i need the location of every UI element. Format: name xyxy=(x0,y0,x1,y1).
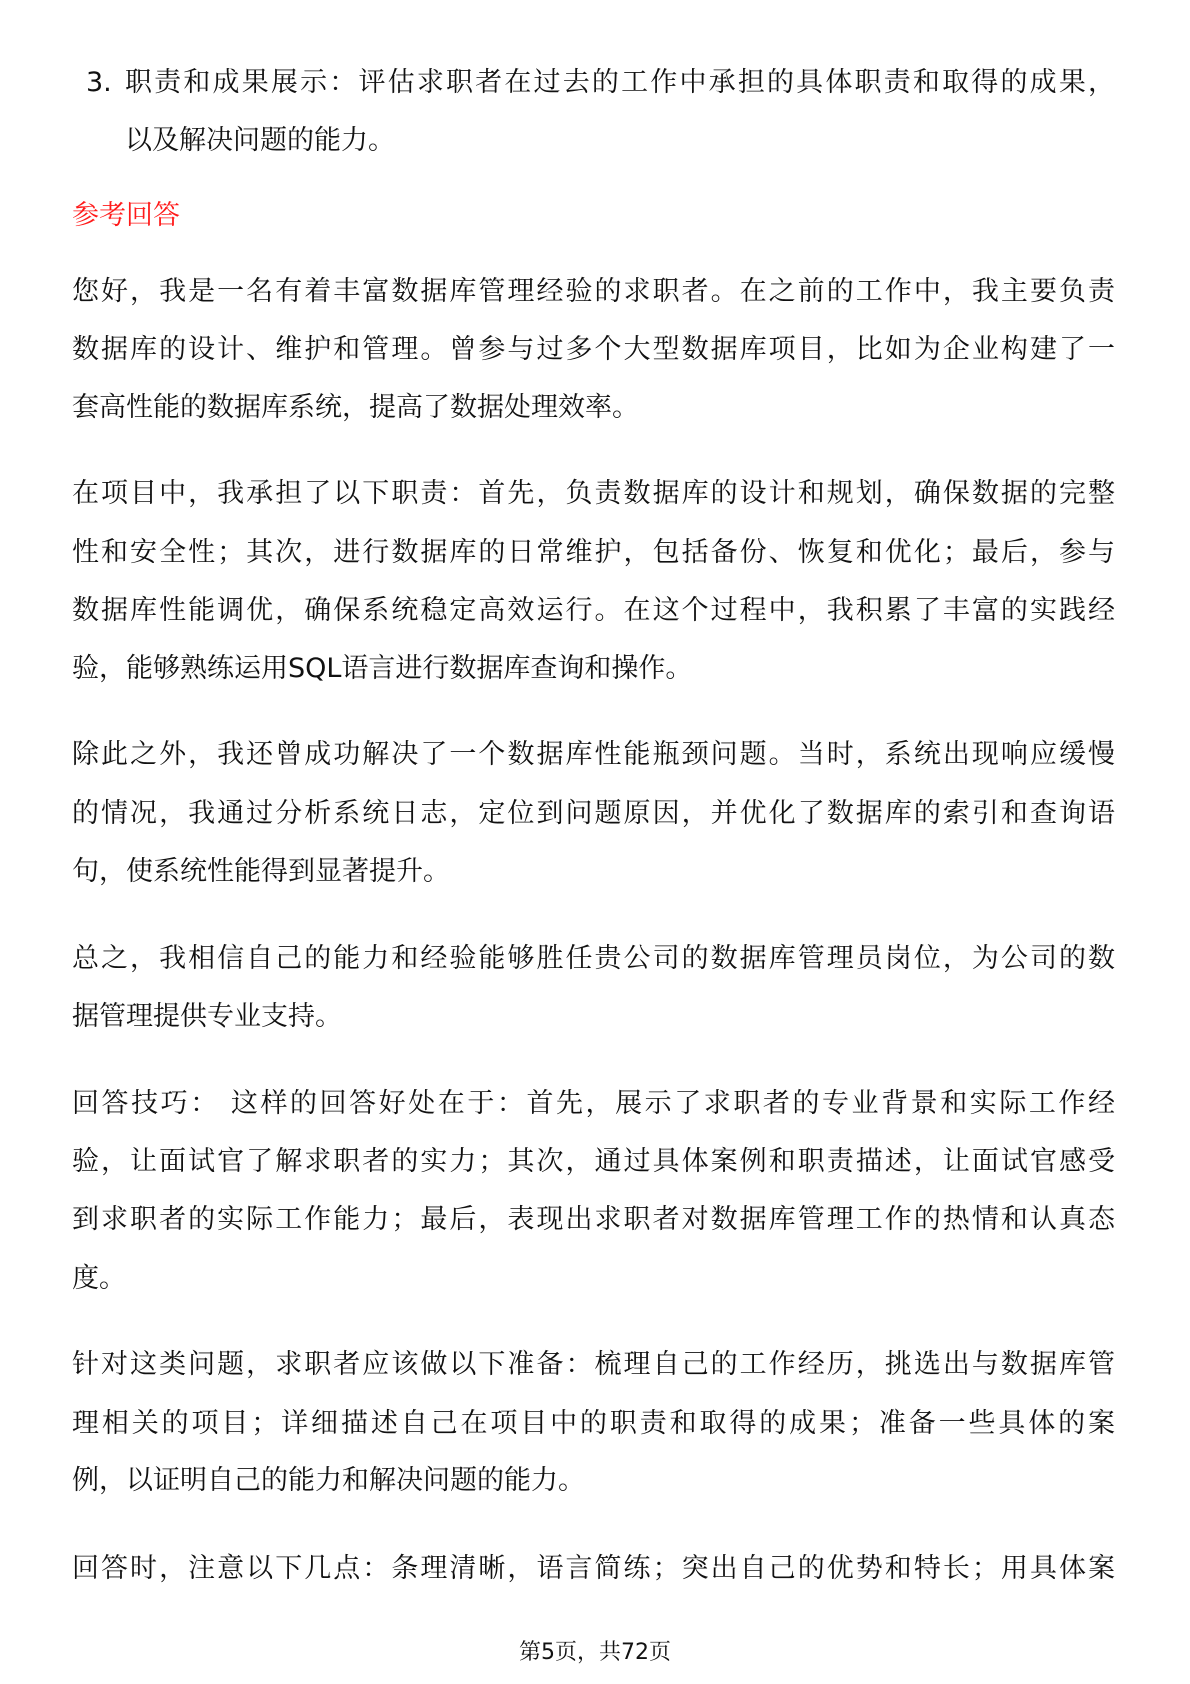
paragraph-line: 在项目中，我承担了以下职责：首先，负责数据库的设计和规划，确保数据的完整 xyxy=(72,478,1115,509)
paragraph-line: 总之，我相信自己的能力和经验能够胜任贵公司的数据库管理员岗位，为公司的数 xyxy=(72,943,1115,974)
paragraph-line: 针对这类问题，求职者应该做以下准备：梳理自己的工作经历，挑选出与数据库管 xyxy=(72,1349,1115,1380)
paragraph-line: 例，以证明自己的能力和解决问题的能力。 xyxy=(72,1465,585,1496)
list-number: 3. xyxy=(86,67,112,98)
page-footer: 第5页，共72页 xyxy=(519,1640,671,1665)
paragraph-line: 您好，我是一名有着丰富数据库管理经验的求职者。在之前的工作中，我主要负责 xyxy=(72,276,1115,307)
paragraph-line: 句，使系统性能得到显著提升。 xyxy=(72,856,450,887)
paragraph-line: 到求职者的实际工作能力；最后，表现出求职者对数据库管理工作的热情和认真态 xyxy=(72,1204,1115,1235)
paragraph-line: 验，让面试官了解求职者的实力；其次，通过具体案例和职责描述，让面试官感受 xyxy=(72,1146,1115,1177)
paragraph-line: 度。 xyxy=(72,1263,126,1294)
paragraph-line: 的情况，我通过分析系统日志，定位到问题原因，并优化了数据库的索引和查询语 xyxy=(72,798,1115,829)
paragraph-line: 回答技巧： 这样的回答好处在于：首先，展示了求职者的专业背景和实际工作经 xyxy=(72,1088,1115,1119)
paragraph-line: 数据库的设计、维护和管理。曾参与过多个大型数据库项目，比如为企业构建了一 xyxy=(72,334,1115,365)
section-heading: 参考回答 xyxy=(72,200,180,231)
paragraph-line: 套高性能的数据库系统，提高了数据处理效率。 xyxy=(72,392,639,423)
paragraph-line: 据管理提供专业支持。 xyxy=(72,1001,342,1032)
list-item-line: 职责和成果展示：评估求职者在过去的工作中承担的具体职责和取得的成果， xyxy=(125,67,1115,98)
paragraph-line: 数据库性能调优，确保系统稳定高效运行。在这个过程中，我积累了丰富的实践经 xyxy=(72,595,1115,626)
paragraph-line: 验，能够熟练运用SQL语言进行数据库查询和操作。 xyxy=(72,653,693,684)
paragraph-line: 性和安全性；其次，进行数据库的日常维护，包括备份、恢复和优化；最后，参与 xyxy=(72,537,1115,568)
paragraph-line: 理相关的项目；详细描述自己在项目中的职责和取得的成果；准备一些具体的案 xyxy=(72,1408,1115,1439)
list-item-line: 以及解决问题的能力。 xyxy=(125,125,395,156)
paragraph-line: 除此之外，我还曾成功解决了一个数据库性能瓶颈问题。当时，系统出现响应缓慢 xyxy=(72,739,1115,770)
paragraph-line: 回答时，注意以下几点：条理清晰，语言简练；突出自己的优势和特长；用具体案 xyxy=(72,1553,1115,1584)
